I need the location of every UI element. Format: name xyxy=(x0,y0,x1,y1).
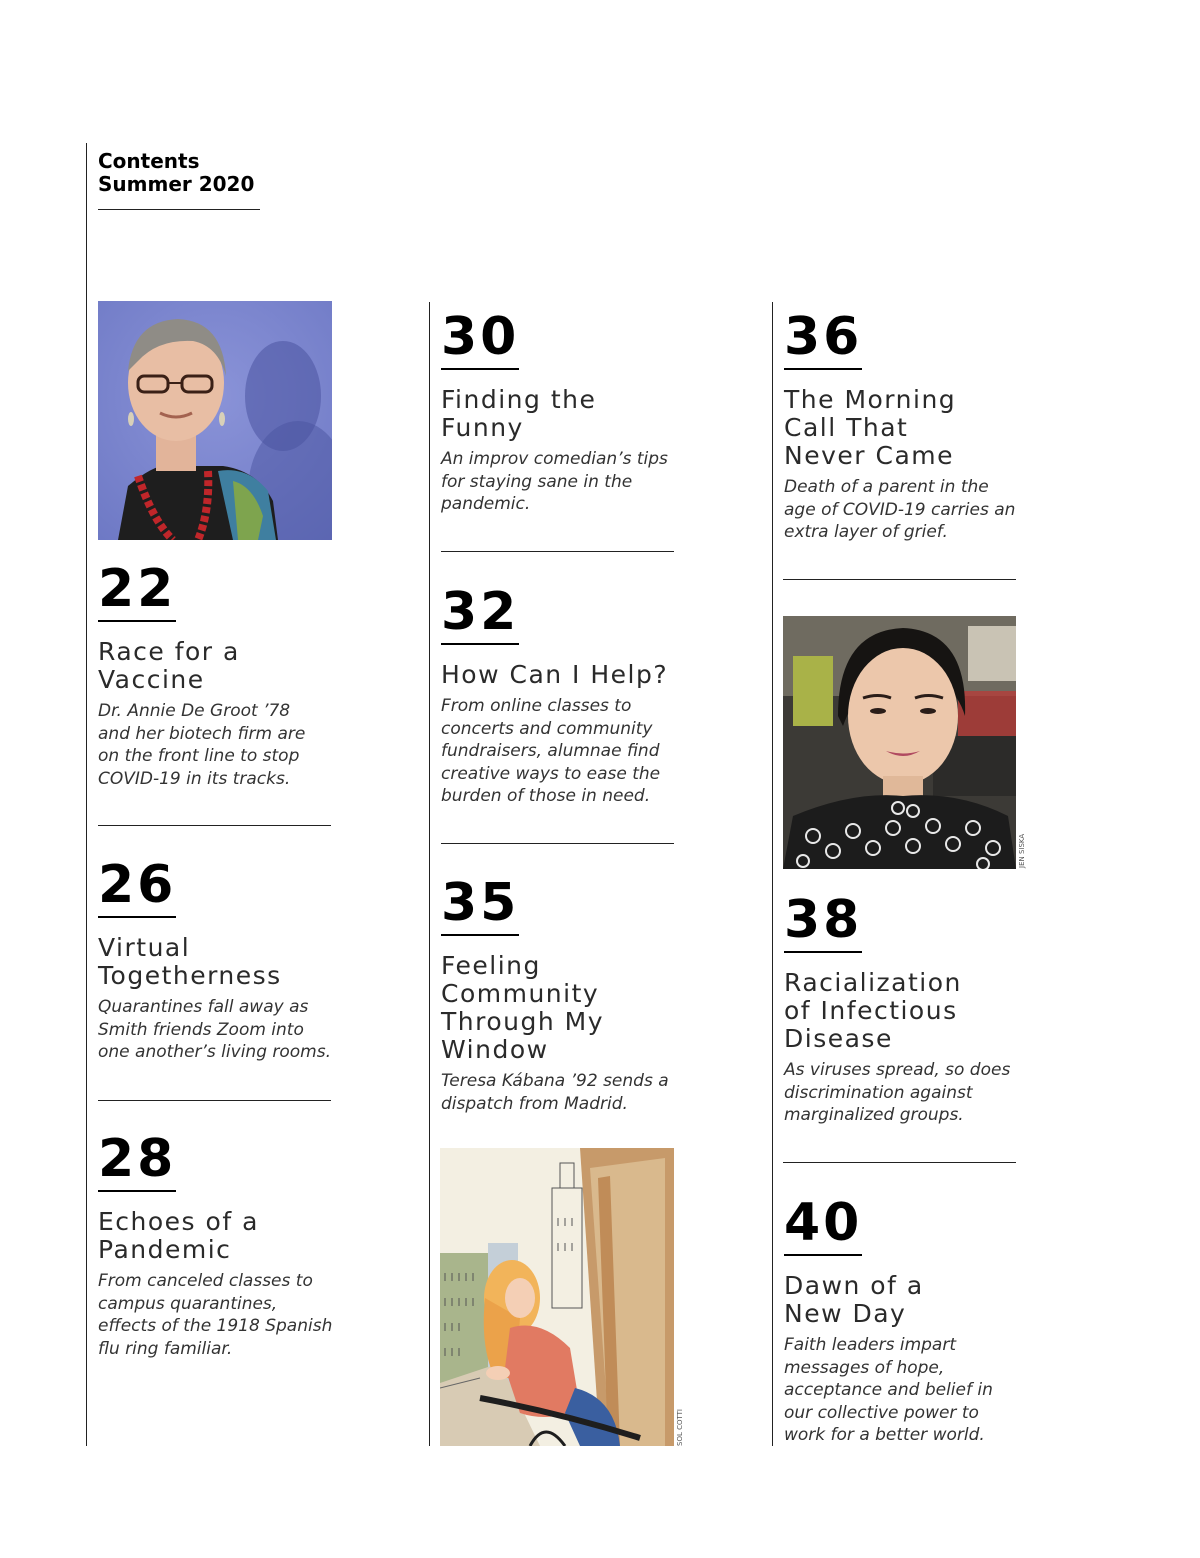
page-number: 32 xyxy=(441,585,519,645)
article-separator xyxy=(441,843,674,844)
portrait-photo-annie-de-groot xyxy=(98,301,332,540)
page-number: 28 xyxy=(98,1132,176,1192)
article-description: From online classes to concerts and community fundraisers, alumnae find creative ways to ease the burden of those in need. xyxy=(441,696,661,806)
article-description: Faith leaders impart messages of hope, acceptance and belief in our collective power to work for a better world. xyxy=(784,1335,993,1445)
page-number: 40 xyxy=(784,1196,862,1256)
article-description: From canceled classes to campus quarantines, effects of the 1918 Spanish flu ring familiar. xyxy=(98,1271,333,1359)
article-separator xyxy=(98,825,331,826)
page-number: 26 xyxy=(98,858,176,918)
page-number: 35 xyxy=(441,876,519,936)
column-divider-left xyxy=(86,143,87,1446)
article-separator xyxy=(783,579,1016,580)
article-26[interactable] xyxy=(98,855,338,1064)
article-title: Race for a Vaccine xyxy=(98,637,240,694)
article-description: Death of a parent in the age of COVID-19 carries an extra layer of grief. xyxy=(784,477,1016,542)
article-22[interactable] xyxy=(98,559,338,790)
article-title: Echoes of a Pandemic xyxy=(98,1207,259,1264)
article-description: An improv comedian’s tips for staying sane in the pandemic. xyxy=(441,449,668,514)
page-number: 36 xyxy=(784,310,862,370)
article-title: Feeling Community Through My Window xyxy=(441,951,605,1064)
article-description: Teresa Kábana ’92 sends a dispatch from Madrid. xyxy=(441,1071,669,1114)
contents-label: Contents xyxy=(98,149,200,173)
contents-header xyxy=(98,150,260,196)
article-40[interactable] xyxy=(784,1193,1024,1447)
illustration-credit: SOL COTTI xyxy=(676,1409,684,1446)
page-number: 30 xyxy=(441,310,519,370)
portrait-photo xyxy=(783,616,1016,869)
photo-credit: JEN SISKA xyxy=(1018,833,1026,868)
article-title: Finding the Funny xyxy=(441,385,597,442)
article-description: Quarantines fall away as Smith friends Zoom into one another’s living rooms. xyxy=(98,997,331,1062)
article-30[interactable] xyxy=(441,307,681,516)
window-illustration xyxy=(440,1148,674,1446)
article-35[interactable] xyxy=(441,873,681,1115)
column-divider-middle xyxy=(429,302,430,1446)
article-title: How Can I Help? xyxy=(441,660,669,689)
article-28[interactable] xyxy=(98,1129,338,1360)
article-description: Dr. Annie De Groot ’78 and her biotech firm are on the front line to stop COVID-19 in its tracks. xyxy=(98,701,306,789)
article-32[interactable] xyxy=(441,582,681,808)
page-number: 22 xyxy=(98,562,176,622)
article-title: Dawn of a New Day xyxy=(784,1271,924,1328)
article-description: As viruses spread, so does discrimination against marginalized groups. xyxy=(784,1060,1011,1125)
article-separator xyxy=(783,1162,1016,1163)
article-38[interactable] xyxy=(784,890,1024,1127)
article-title: The Morning Call That Never Came xyxy=(784,385,957,470)
article-separator xyxy=(98,1100,331,1101)
issue-label: Summer 2020 xyxy=(98,172,255,196)
page-number: 38 xyxy=(784,893,862,953)
article-separator xyxy=(441,551,674,552)
column-divider-right xyxy=(772,302,773,1446)
article-title: Racialization of Infectious Disease xyxy=(784,968,962,1053)
article-36[interactable] xyxy=(784,307,1024,544)
header-underline xyxy=(98,209,260,210)
article-title: Virtual Togetherness xyxy=(98,933,282,990)
